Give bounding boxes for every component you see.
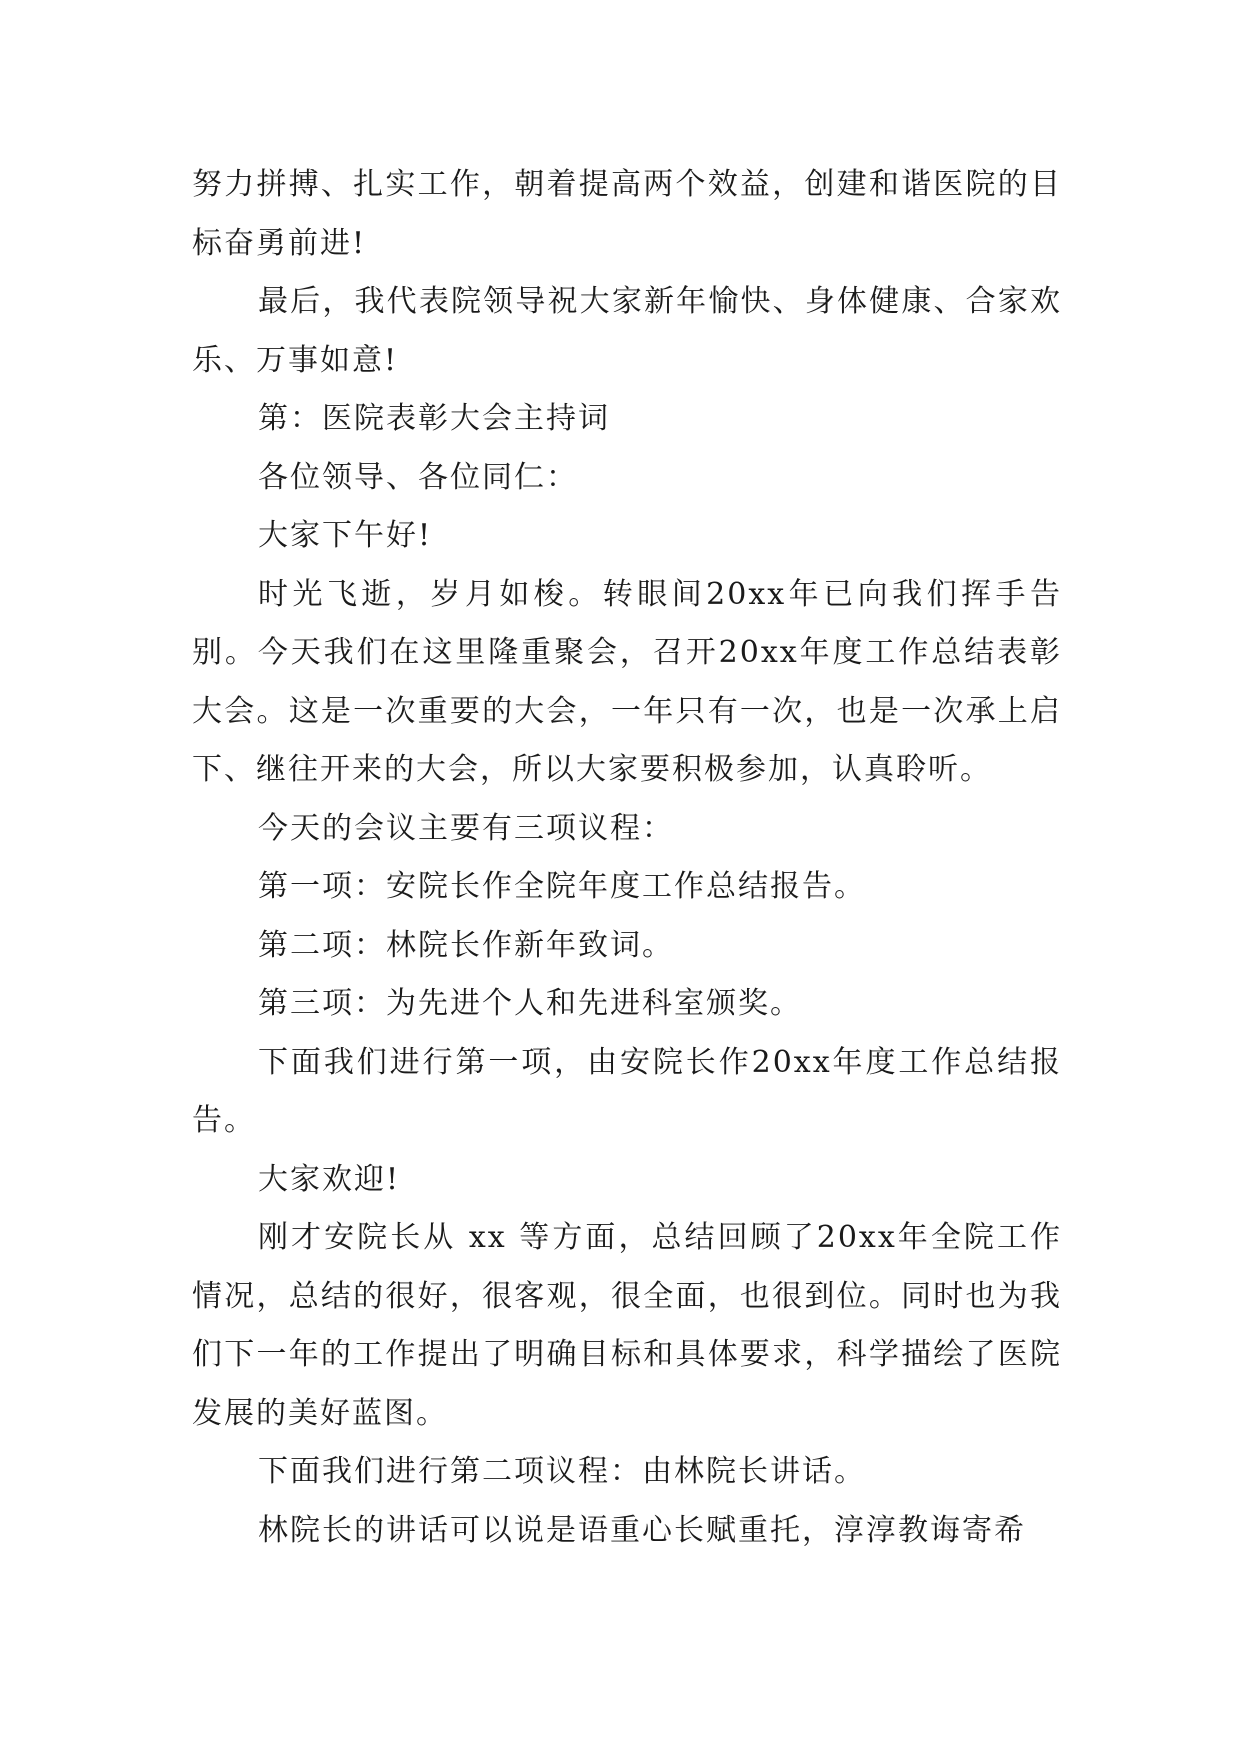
- paragraph-summary: 刚才安院长从 xx 等方面，总结回顾了20xx年全院工作情况，总结的很好，很客观，很全面，也很到位。同时也为我们下一年的工作提出了明确目标和具体要求，科学描绘了医院发展的美好蓝图。: [192, 1220, 1062, 1431]
- agenda-item-1: 第一项：安院长作全院年度工作总结报告。: [258, 869, 866, 904]
- agenda-item-3: 第三项：为先进个人和先进科室颁奖。: [258, 986, 802, 1021]
- paragraph-welcome: 大家欢迎!: [258, 1161, 401, 1197]
- salutation: 各位领导、各位同仁：: [258, 459, 578, 495]
- paragraph-first-item: 下面我们进行第一项，由安院长作20xx年度工作总结报告。: [192, 1044, 1062, 1138]
- paragraph-closing: 林院长的讲话可以说是语重心长赋重托，淳淳教诲寄希: [258, 1512, 1026, 1548]
- paragraph-1: 努力拼搏、扎实工作，朝着提高两个效益，创建和谐医院的目标奋勇前进!: [192, 167, 1062, 261]
- section-heading: 第：医院表彰大会主持词: [258, 401, 610, 436]
- paragraph-second-item: 下面我们进行第二项议程：由林院长讲话。: [258, 1454, 866, 1489]
- paragraph-intro: 时光飞逝，岁月如梭。转眼间20xx年已向我们挥手告别。今天我们在这里隆重聚会，召开20xx年度工作总结表彰大会。这是一次重要的大会，一年只有一次，也是一次承上启下、继往开来的大会，所以大家要积极参加，认真聆听。: [192, 576, 1062, 787]
- greeting: 大家下午好!: [258, 518, 433, 553]
- paragraph-2: 最后，我代表院领导祝大家新年愉快、身体健康、合家欢乐、万事如意!: [192, 284, 1062, 378]
- agenda-heading: 今天的会议主要有三项议程：: [258, 810, 674, 846]
- agenda-item-2: 第二项：林院长作新年致词。: [258, 927, 674, 963]
- document-body: [192, 156, 1062, 1560]
